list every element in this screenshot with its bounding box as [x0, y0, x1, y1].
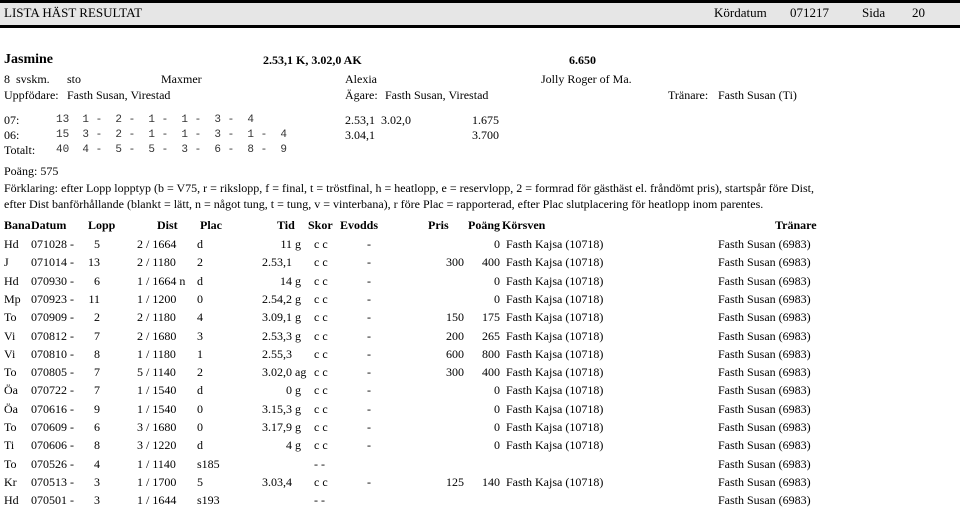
cell-dist: 3 / 1680 [137, 420, 177, 434]
cell-skor: c c [314, 420, 328, 434]
cell-pris: 300 [446, 255, 464, 269]
cell-korsven: Fasth Kajsa (10718) [506, 329, 604, 343]
cell-lopp: 8 [94, 438, 100, 452]
cell-lopp: 8 [94, 347, 100, 361]
cell-poang: 0 [494, 383, 500, 397]
cell-evodds: - [367, 365, 371, 379]
cell-tid: 14 [280, 274, 292, 288]
col-header-pris: Pris [428, 218, 449, 232]
stats-record-07: 2.53,1 3.02,0 [345, 113, 411, 127]
cell-datum: 070513 - [31, 475, 74, 489]
col-header-tranare: Tränare [775, 218, 817, 232]
horse-sire: Maxmer [161, 72, 202, 86]
cell-bana: Mp [4, 292, 21, 306]
cell-tidsuf: g [295, 402, 301, 416]
cell-korsven: Fasth Kajsa (10718) [506, 402, 604, 416]
cell-datum: 070606 - [31, 438, 74, 452]
cell-dist: 2 / 1180 [137, 310, 176, 324]
cell-bana: Öa [4, 402, 18, 416]
cell-tidsuf: g [295, 237, 301, 251]
cell-skor: c c [314, 274, 328, 288]
horse-name: Jasmine [4, 52, 53, 67]
explanation-line-1: Förklaring: efter Lopp lopptyp (b = V75, r = rikslopp, f = final, t = tröstfinal, h = heatlopp, e = reservlopp, 2 = formrad för gästhäst el. fråndömt pris), startspår före Dist, [4, 181, 814, 195]
kordatum-label: Kördatum [714, 5, 767, 20]
explanation-line-2: efter Dist banförhållande (blankt = lätt, n = något tung, t = tung, v = vinterbana), r före Plac = rapporterad, efter Plac slutplacering för heatlopp inom parentes. [4, 197, 764, 211]
cell-skor: c c [314, 310, 328, 324]
trainer-value: Fasth Susan (Ti) [718, 88, 797, 102]
cell-evodds: - [367, 420, 371, 434]
cell-korsven: Fasth Kajsa (10718) [506, 292, 604, 306]
cell-bana: J [4, 255, 9, 269]
col-header-plac: Plac [200, 218, 222, 232]
cell-lopp: 5 [94, 237, 100, 251]
cell-datum: 071014 - [31, 255, 74, 269]
cell-plac: 2 [197, 365, 203, 379]
cell-poang: 265 [482, 329, 500, 343]
cell-poang: 0 [494, 237, 500, 251]
cell-korsven: Fasth Kajsa (10718) [506, 274, 604, 288]
cell-tidsuf: g [295, 310, 301, 324]
cell-dist: 2 / 1664 [137, 237, 177, 251]
cell-datum: 071028 - [31, 237, 74, 251]
cell-tid: 11 [280, 237, 292, 251]
cell-bana: Ti [4, 438, 15, 452]
cell-tranare: Fasth Susan (6983) [718, 457, 811, 471]
cell-korsven: Fasth Kajsa (10718) [506, 475, 604, 489]
cell-lopp: 6 [94, 420, 100, 434]
cell-dist: 1 / 1140 [137, 457, 176, 471]
cell-plac: d [197, 274, 203, 288]
cell-tranare: Fasth Susan (6983) [718, 493, 811, 507]
cell-evodds: - [367, 274, 371, 288]
cell-tid: 3.17,9 [262, 420, 292, 434]
cell-evodds: - [367, 329, 371, 343]
cell-plac: 0 [197, 420, 203, 434]
cell-bana: To [4, 310, 17, 324]
trainer-label: Tränare: [668, 88, 709, 102]
cell-dist: 1 / 1644 [137, 493, 177, 507]
cell-datum: 070923 - [31, 292, 74, 306]
cell-pris: 600 [446, 347, 464, 361]
horse-record: 2.53,1 K, 3.02,0 AK [263, 53, 362, 67]
cell-lopp: 7 [94, 365, 100, 379]
horse-dam: Alexia [345, 72, 377, 86]
owner-label: Ägare: [345, 88, 378, 102]
cell-pris: 300 [446, 365, 464, 379]
cell-dist: 1 / 1200 [137, 292, 177, 306]
cell-bana: Vi [4, 347, 16, 361]
cell-bana: To [4, 457, 17, 471]
cell-evodds: - [367, 402, 371, 416]
cell-korsven: Fasth Kajsa (10718) [506, 347, 604, 361]
cell-korsven: Fasth Kajsa (10718) [506, 420, 604, 434]
cell-evodds: - [367, 237, 371, 251]
cell-plac: 2 [197, 255, 203, 269]
cell-evodds: - [367, 310, 371, 324]
col-header-bana: Bana [4, 218, 31, 232]
cell-tid: 3.02,0 [262, 365, 292, 379]
cell-plac: 0 [197, 292, 203, 306]
cell-plac: 3 [197, 329, 203, 343]
cell-plac: 1 [197, 347, 203, 361]
cell-lopp: 2 [94, 310, 100, 324]
stats-record-06: 3.04,1 [345, 128, 375, 142]
col-header-evodds: Evodds [340, 218, 379, 232]
cell-tranare: Fasth Susan (6983) [718, 255, 811, 269]
cell-lopp: 3 [94, 493, 100, 507]
col-header-korsven: Körsven [502, 218, 546, 232]
cell-tranare: Fasth Susan (6983) [718, 438, 811, 452]
cell-bana: To [4, 420, 17, 434]
cell-tranare: Fasth Susan (6983) [718, 402, 811, 416]
cell-datum: 070909 - [31, 310, 74, 324]
kordatum-value: 071217 [790, 5, 829, 20]
cell-evodds: - [367, 292, 371, 306]
cell-dist: 2 / 1680 [137, 329, 177, 343]
cell-datum: 070930 - [31, 274, 74, 288]
cell-korsven: Fasth Kajsa (10718) [506, 237, 604, 251]
cell-lopp: 7 [94, 383, 100, 397]
horse-earnings: 6.650 [569, 53, 596, 67]
owner-value: Fasth Susan, Virestad [385, 88, 489, 102]
col-header-poang: Poäng [468, 218, 501, 232]
stats-label-07: 07: [4, 113, 20, 127]
cell-bana: Kr [4, 475, 17, 489]
cell-tranare: Fasth Susan (6983) [718, 347, 811, 361]
cell-plac: 0 [197, 402, 203, 416]
horse-damsire: Jolly Roger of Ma. [541, 72, 632, 86]
cell-tid: 2.54,2 [262, 292, 292, 306]
cell-dist: 1 / 1664 n [137, 274, 186, 288]
cell-plac: s193 [197, 493, 220, 507]
cell-plac: d [197, 438, 203, 452]
cell-evodds: - [367, 438, 371, 452]
cell-skor: c c [314, 347, 328, 361]
cell-bana: Hd [4, 237, 19, 251]
cell-dist: 1 / 1540 [137, 402, 177, 416]
cell-datum: 070501 - [31, 493, 74, 507]
cell-dist: 3 / 1220 [137, 438, 177, 452]
cell-lopp: 3 [94, 475, 100, 489]
cell-plac: d [197, 237, 203, 251]
stats-label-06: 06: [4, 128, 20, 142]
cell-skor: c c [314, 438, 328, 452]
cell-skor: - - [314, 457, 325, 471]
cell-lopp: 13 [88, 255, 100, 269]
cell-skor: c c [314, 383, 328, 397]
cell-evodds: - [367, 383, 371, 397]
cell-dist: 2 / 1180 [137, 255, 176, 269]
stats-money-06: 3.700 [472, 128, 499, 142]
horse-age: 8 svskm. [4, 72, 50, 86]
cell-korsven: Fasth Kajsa (10718) [506, 255, 604, 269]
cell-tranare: Fasth Susan (6983) [718, 274, 811, 288]
cell-tidsuf: g [295, 420, 301, 434]
cell-tidsuf: g [295, 292, 301, 306]
cell-tranare: Fasth Susan (6983) [718, 292, 811, 306]
cell-lopp: 6 [94, 274, 100, 288]
stats-nums-total: 40 4 - 5 - 5 - 3 - 6 - 8 - 9 [56, 144, 288, 156]
cell-skor: c c [314, 329, 328, 343]
cell-tid: 3.03,4 [262, 475, 292, 489]
cell-poang: 800 [482, 347, 500, 361]
breeder-value: Fasth Susan, Virestad [67, 88, 171, 102]
cell-evodds: - [367, 475, 371, 489]
cell-tranare: Fasth Susan (6983) [718, 310, 811, 324]
cell-korsven: Fasth Kajsa (10718) [506, 310, 604, 324]
cell-dist: 1 / 1540 [137, 383, 177, 397]
cell-tidsuf: g [295, 274, 301, 288]
cell-korsven: Fasth Kajsa (10718) [506, 383, 604, 397]
cell-datum: 070616 - [31, 402, 74, 416]
cell-tidsuf: g [295, 438, 301, 452]
cell-tid: 3.15,3 [262, 402, 292, 416]
cell-plac: 5 [197, 475, 203, 489]
cell-skor: c c [314, 292, 328, 306]
report-title: LISTA HÄST RESULTAT [4, 5, 143, 20]
cell-datum: 070810 - [31, 347, 74, 361]
col-header-lopp: Lopp [88, 218, 116, 232]
cell-korsven: Fasth Kajsa (10718) [506, 365, 604, 379]
cell-plac: s185 [197, 457, 220, 471]
cell-bana: Öa [4, 383, 18, 397]
cell-datum: 070805 - [31, 365, 74, 379]
cell-bana: Vi [4, 329, 16, 343]
cell-lopp: 7 [94, 329, 100, 343]
cell-lopp: 9 [94, 402, 100, 416]
cell-pris: 150 [446, 310, 464, 324]
cell-tid: 2.53,3 [262, 329, 292, 343]
cell-poang: 400 [482, 365, 500, 379]
cell-tid: 4 [286, 438, 292, 452]
cell-dist: 1 / 1700 [137, 475, 177, 489]
cell-tidsuf: ag [295, 365, 307, 379]
cell-tidsuf: g [295, 329, 301, 343]
cell-tranare: Fasth Susan (6983) [718, 420, 811, 434]
cell-poang: 140 [482, 475, 500, 489]
cell-skor: c c [314, 365, 328, 379]
cell-lopp: 11 [88, 292, 100, 306]
cell-tranare: Fasth Susan (6983) [718, 365, 811, 379]
cell-poang: 0 [494, 402, 500, 416]
cell-pris: 125 [446, 475, 464, 489]
cell-bana: To [4, 365, 17, 379]
cell-datum: 070812 - [31, 329, 74, 343]
cell-bana: Hd [4, 274, 19, 288]
col-header-tid: Tid [277, 218, 295, 232]
cell-poang: 0 [494, 292, 500, 306]
cell-tidsuf: g [295, 383, 301, 397]
horse-sex: sto [67, 72, 82, 86]
cell-dist: 5 / 1140 [137, 365, 176, 379]
cell-bana: Hd [4, 493, 19, 507]
cell-tid: 2.55,3 [262, 347, 292, 361]
poang-total: Poäng: 575 [4, 164, 59, 178]
col-header-dist: Dist [157, 218, 178, 232]
cell-tid: 0 [286, 383, 292, 397]
cell-poang: 400 [482, 255, 500, 269]
cell-korsven: Fasth Kajsa (10718) [506, 438, 604, 452]
cell-tranare: Fasth Susan (6983) [718, 329, 811, 343]
cell-skor: c c [314, 237, 328, 251]
breeder-label: Uppfödare: [4, 88, 59, 102]
cell-skor: c c [314, 255, 328, 269]
sida-value: 20 [912, 5, 925, 20]
cell-tranare: Fasth Susan (6983) [718, 237, 811, 251]
cell-skor: c c [314, 475, 328, 489]
stats-money-07: 1.675 [472, 113, 499, 127]
stats-label-total: Totalt: [4, 143, 36, 157]
cell-pris: 200 [446, 329, 464, 343]
sida-label: Sida [862, 5, 886, 20]
cell-evodds: - [367, 255, 371, 269]
cell-skor: - - [314, 493, 325, 507]
cell-plac: 4 [197, 310, 203, 324]
cell-plac: d [197, 383, 203, 397]
cell-poang: 0 [494, 420, 500, 434]
cell-poang: 175 [482, 310, 500, 324]
cell-poang: 0 [494, 438, 500, 452]
cell-datum: 070722 - [31, 383, 74, 397]
cell-datum: 070526 - [31, 457, 74, 471]
col-header-datum: Datum [31, 218, 67, 232]
stats-nums-06: 15 3 - 2 - 1 - 1 - 3 - 1 - 4 [56, 129, 288, 141]
cell-tranare: Fasth Susan (6983) [718, 383, 811, 397]
cell-tranare: Fasth Susan (6983) [718, 475, 811, 489]
cell-tid: 2.53,1 [262, 255, 292, 269]
cell-lopp: 4 [94, 457, 100, 471]
cell-poang: 0 [494, 274, 500, 288]
cell-skor: c c [314, 402, 328, 416]
stats-nums-07: 13 1 - 2 - 1 - 1 - 3 - 4 [56, 114, 255, 126]
cell-datum: 070609 - [31, 420, 74, 434]
cell-tid: 3.09,1 [262, 310, 292, 324]
cell-dist: 1 / 1180 [137, 347, 176, 361]
col-header-skor: Skor [308, 218, 333, 232]
cell-evodds: - [367, 347, 371, 361]
